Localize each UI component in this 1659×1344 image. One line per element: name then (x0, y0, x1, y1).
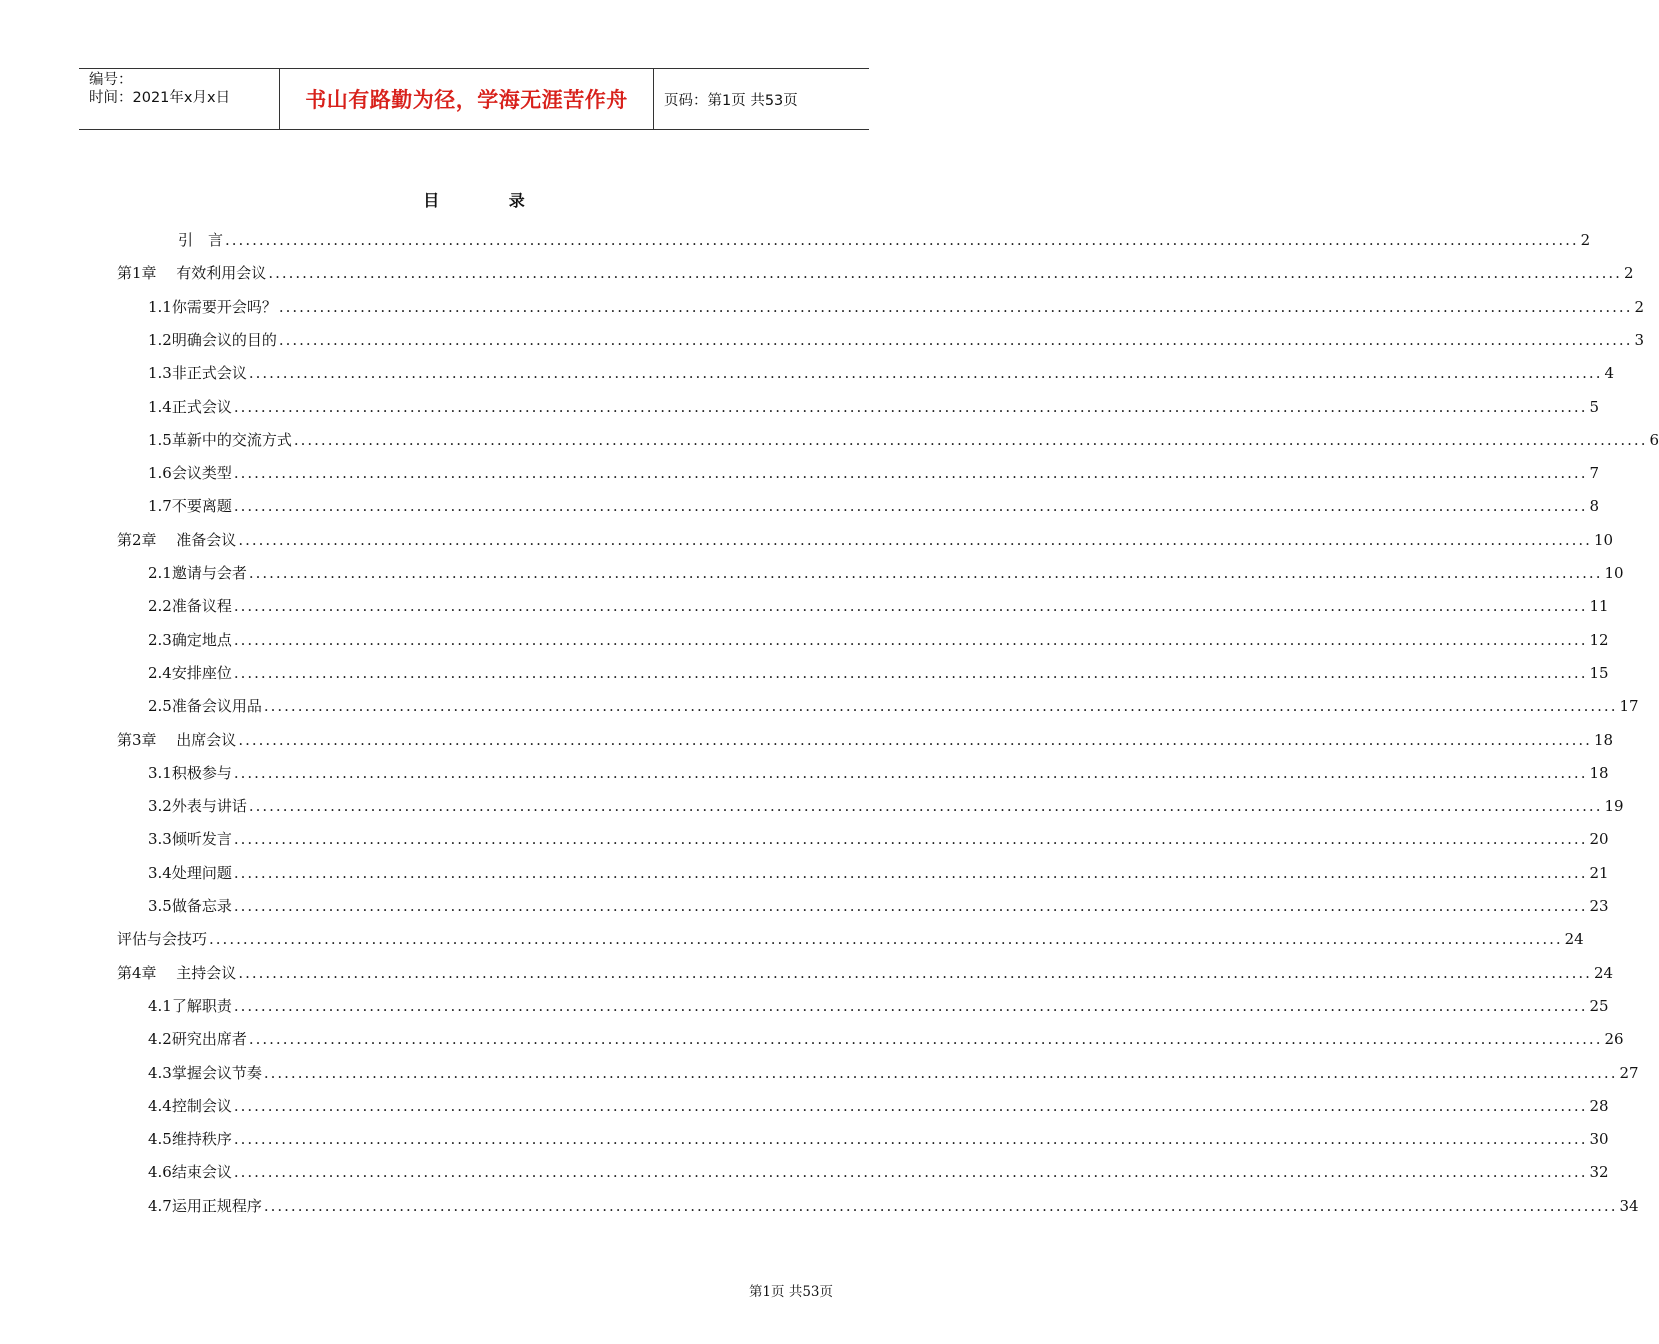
toc-entry[interactable] (148, 1053, 1639, 1083)
toc-entry-page: 27 (1619, 1063, 1639, 1082)
toc-entry-label: 2.1邀请与会者 (148, 564, 247, 582)
toc-entry-label: 1.4正式会议 (148, 397, 232, 416)
document-date: 时间：2021年x月x日 (89, 90, 231, 106)
toc-entry-page: 23 (1589, 897, 1609, 915)
toc-entry-label: 第1章 有效利用会议 (117, 264, 267, 283)
toc-entry[interactable] (117, 953, 1614, 983)
toc-entry-page: 34 (1619, 1196, 1639, 1215)
toc-entry-label: 第2章 准备会议 (117, 530, 237, 549)
toc-entry-label: 2.3确定地点 (148, 630, 232, 649)
toc-entry-label: 1.6会议类型 (148, 464, 232, 483)
toc-leader-dots: ........................................................................................................................................................................................................ (233, 630, 1588, 649)
toc-entry-label: 4.5维持秩序 (148, 1130, 232, 1149)
toc-leader-dots: ........................................................................................................................................................................................................ (233, 597, 1588, 616)
toc-leader-dots: ........................................................................................................................................................................................................ (263, 1196, 1618, 1215)
toc-entry[interactable] (117, 520, 1614, 550)
toc-leader-dots: ........................................................................................................................................................................................................ (233, 897, 1588, 915)
toc-leader-dots: ........................................................................................................................................................................................................ (233, 464, 1588, 483)
toc-leader-dots: ........................................................................................................................................................................................................ (233, 663, 1588, 682)
toc-leader-dots: ........................................................................................................................................................................................................ (233, 1096, 1588, 1115)
toc-leader-dots: ........................................................................................................................................................................................................ (248, 1030, 1603, 1049)
toc-entry-page: 2 (1634, 297, 1645, 316)
toc-entry-page: 15 (1589, 663, 1609, 682)
toc-entry[interactable] (148, 1086, 1609, 1116)
toc-leader-dots: ........................................................................................................................................................................................................ (278, 330, 1633, 349)
toc-entry[interactable] (148, 453, 1600, 483)
toc-entry[interactable] (148, 353, 1615, 383)
toc-entry[interactable] (148, 686, 1639, 716)
toc-entry-page: 10 (1593, 530, 1614, 549)
toc-entry-page: 2 (1623, 264, 1634, 283)
toc-leader-dots: ........................................................................................................................................................................................................ (233, 863, 1588, 882)
toc-leader-dots: ........................................................................................................................................................................................................ (209, 930, 1563, 949)
toc-entry-label: 2.2准备议程 (148, 597, 232, 616)
toc-entry-label: 1.5革新中的交流方式 (148, 430, 292, 449)
toc-entry[interactable] (117, 253, 1634, 283)
toc-entry-label: 3.5做备忘录 (148, 897, 232, 915)
toc-entry-page: 32 (1589, 1163, 1609, 1182)
toc-entry-page: 7 (1589, 464, 1600, 483)
toc-leader-dots: ........................................................................................................................................................................................................ (293, 430, 1648, 449)
toc-entry-page: 26 (1604, 1030, 1624, 1049)
toc-entry-label: 1.7不要离题 (148, 497, 232, 516)
toc-entry[interactable] (148, 553, 1624, 583)
toc-leader-dots: ........................................................................................................................................................................................................ (233, 1130, 1588, 1149)
toc-leader-dots: ........................................................................................................................................................................................................ (233, 497, 1588, 516)
toc-entry[interactable] (148, 387, 1600, 417)
toc-entry-label: 2.4安排座位 (148, 663, 232, 682)
toc-entry-page: 21 (1589, 863, 1609, 882)
toc-entry-page: 5 (1589, 397, 1600, 416)
toc-leader-dots: ........................................................................................................................................................................................................ (233, 763, 1588, 782)
toc-entry-label: 1.3非正式会议 (148, 364, 247, 383)
toc-entry[interactable] (148, 653, 1609, 683)
toc-entry-page: 20 (1589, 830, 1609, 849)
toc-entry-page: 19 (1604, 797, 1624, 816)
toc-entry-page: 4 (1604, 364, 1615, 383)
toc-entry[interactable] (148, 1119, 1609, 1149)
toc-leader-dots: ........................................................................................................................................................................................................ (233, 830, 1588, 849)
toc-entry[interactable] (148, 320, 1645, 350)
toc-entry-label: 评估与会技巧 (117, 930, 208, 949)
toc-entry[interactable] (148, 1019, 1624, 1049)
toc-entry-label: 3.4处理问题 (148, 863, 232, 882)
page-header (79, 68, 869, 130)
toc-entry[interactable] (117, 919, 1584, 949)
toc-entry[interactable] (148, 1186, 1639, 1216)
toc-entry-page: 3 (1634, 330, 1645, 349)
toc-entry-label: 3.1积极参与 (148, 763, 232, 782)
toc-entry-page: 24 (1564, 930, 1584, 949)
toc-entry-page: 30 (1589, 1130, 1609, 1149)
toc-entry-label: 4.4控制会议 (148, 1096, 232, 1115)
toc-entry-page: 28 (1589, 1096, 1609, 1115)
toc-entry-page: 17 (1619, 697, 1639, 716)
toc-entry-label: 2.5准备会议用品 (148, 697, 262, 716)
toc-entry[interactable] (148, 287, 1645, 317)
header-meta (79, 69, 280, 129)
toc-entry-label: 第3章 出席会议 (117, 730, 237, 749)
toc-entry[interactable] (148, 586, 1609, 616)
toc-leader-dots: ........................................................................................................................................................................................................ (233, 996, 1588, 1015)
toc-entry[interactable] (148, 819, 1609, 849)
toc-entry-page: 25 (1589, 996, 1609, 1015)
toc-leader-dots: ........................................................................................................................................................................................................ (248, 364, 1603, 383)
toc-entry-page: 24 (1593, 963, 1614, 982)
toc-entry-page: 11 (1589, 597, 1609, 616)
toc-leader-dots: ........................................................................................................................................................................................................ (225, 231, 1579, 249)
toc-entry-label: 3.2外表与讲话 (148, 797, 247, 816)
toc-entry[interactable] (178, 220, 1591, 250)
toc-entry[interactable] (148, 486, 1600, 516)
toc-entry[interactable] (148, 853, 1609, 883)
header-motto: 书山有路勤为径，学海无涯苦作舟 (280, 69, 654, 129)
page-footer: 第1页 共53页 (748, 1284, 833, 1300)
toc-entry-label: 3.3倾听发言 (148, 830, 232, 849)
toc-entry-label: 4.2研究出席者 (148, 1030, 247, 1049)
toc-leader-dots: ........................................................................................................................................................................................................ (238, 730, 1592, 749)
toc-entry[interactable] (148, 786, 1624, 816)
toc-leader-dots: ........................................................................................................................................................................................................ (268, 264, 1622, 283)
toc-entry-page: 18 (1593, 730, 1614, 749)
toc-entry-label: 4.1了解职责 (148, 996, 232, 1015)
header-page-info: 页码：第1页 共53页 (664, 92, 798, 109)
toc-entry-label: 1.1你需要开会吗？ (148, 297, 277, 316)
toc-leader-dots: ........................................................................................................................................................................................................ (263, 1063, 1618, 1082)
toc-entry-label: 4.3掌握会议节奏 (148, 1063, 262, 1082)
toc-entry-label: 第4章 主持会议 (117, 963, 237, 982)
toc-entry-page: 18 (1589, 763, 1609, 782)
toc-leader-dots: ........................................................................................................................................................................................................ (238, 963, 1592, 982)
toc-leader-dots: ........................................................................................................................................................................................................ (248, 564, 1603, 582)
toc-entry[interactable] (117, 720, 1614, 750)
toc-entry-label: 引 言 (178, 231, 224, 249)
toc-entry-page: 6 (1649, 430, 1659, 449)
toc-leader-dots: ........................................................................................................................................................................................................ (233, 397, 1588, 416)
toc-entry-page: 2 (1580, 231, 1591, 249)
toc-entry[interactable] (148, 886, 1609, 916)
toc-leader-dots: ........................................................................................................................................................................................................ (248, 797, 1603, 816)
toc-entry-page: 10 (1604, 564, 1624, 582)
toc-leader-dots: ........................................................................................................................................................................................................ (263, 697, 1618, 716)
toc-leader-dots: ........................................................................................................................................................................................................ (238, 530, 1592, 549)
toc-entry[interactable] (148, 753, 1609, 783)
toc-leader-dots: ........................................................................................................................................................................................................ (233, 1163, 1588, 1182)
toc-entry-label: 1.2明确会议的目的 (148, 330, 277, 349)
document-number: 编号： (89, 72, 133, 88)
toc-entry-label: 4.7运用正规程序 (148, 1196, 262, 1215)
toc-entry-page: 12 (1589, 630, 1609, 649)
toc-entry[interactable] (148, 620, 1609, 650)
toc-entry[interactable] (148, 986, 1609, 1016)
toc-entry[interactable] (148, 1152, 1609, 1182)
toc-leader-dots: ........................................................................................................................................................................................................ (278, 297, 1633, 316)
toc-entry[interactable] (148, 420, 1659, 450)
toc-entry-page: 8 (1589, 497, 1600, 516)
toc-title: 目 录 (423, 191, 557, 210)
toc-entry-label: 4.6结束会议 (148, 1163, 232, 1182)
